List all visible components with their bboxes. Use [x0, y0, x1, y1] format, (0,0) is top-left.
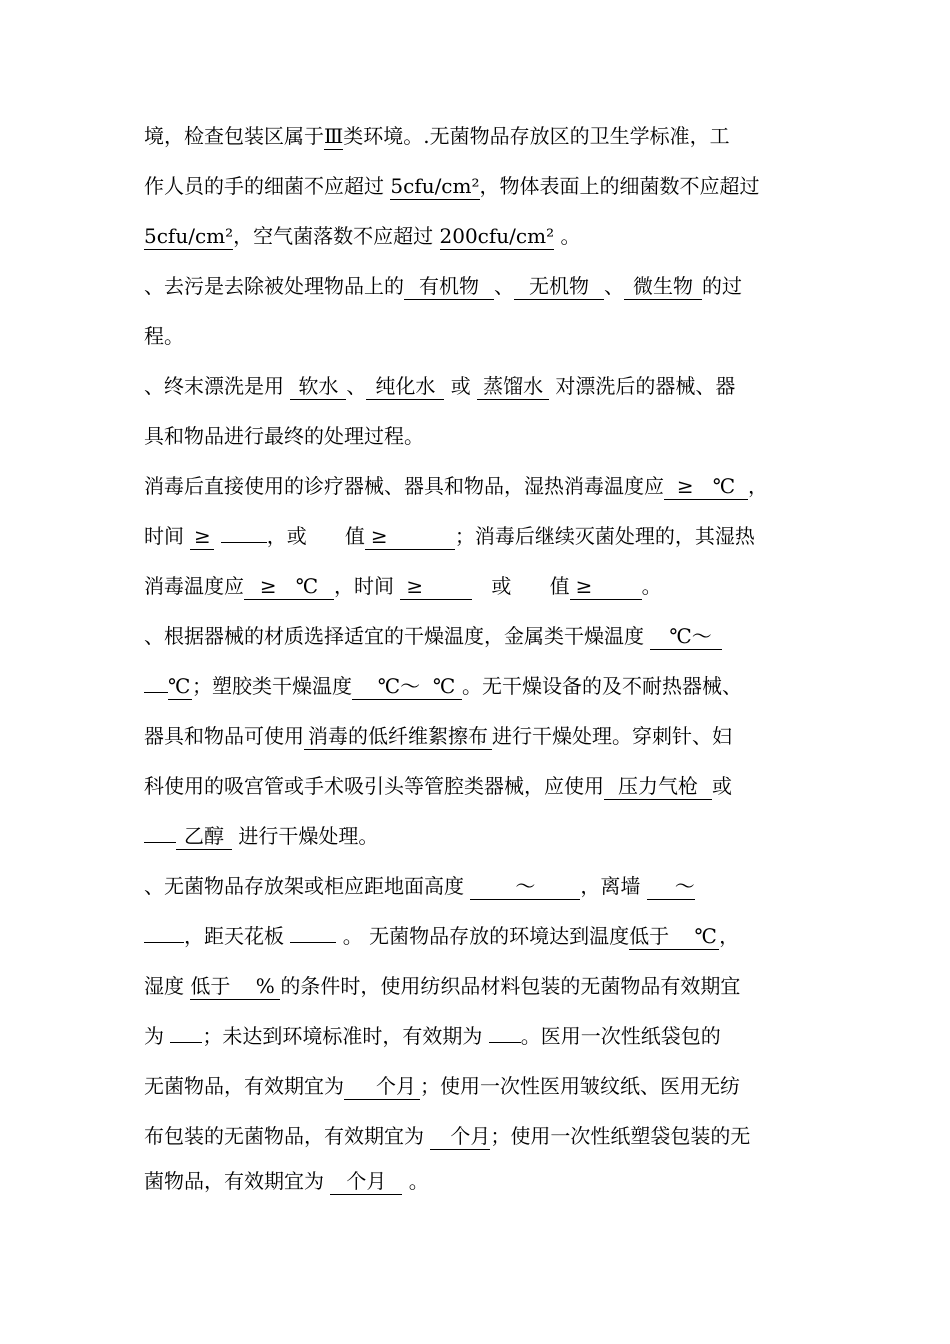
fill-blank: ≥ [365, 523, 455, 550]
fill-blank: 软水 [290, 373, 346, 400]
text-run: 或 [712, 774, 732, 798]
text-run: 作人员的手的细菌不应超过 [144, 174, 391, 198]
text-line [144, 122, 808, 150]
fill-blank: 压力气枪 [604, 773, 712, 800]
fill-blank [221, 542, 267, 543]
text-run: ，空气菌落数不应超过 [233, 224, 440, 248]
text-line [144, 672, 808, 700]
text-line [144, 372, 808, 400]
text-run: 、根据器械的材质选择适宜的干燥温度，金属类干燥温度 [144, 624, 651, 648]
text-run: 、无菌物品存放架或柜应距地面高度 [144, 874, 471, 898]
text-line [144, 222, 808, 250]
text-line [144, 722, 808, 750]
text-run: ；消毒后继续灭菌处理的，其湿热 [454, 524, 755, 548]
text-run: ，时间 [334, 574, 401, 598]
text-line [144, 1167, 808, 1195]
text-run: 对漂洗后的器械、器 [549, 374, 736, 398]
text-run: 。 无菌物品存放的环境达到温度 [336, 924, 630, 948]
text-run: 的条件时，使用纺织品材料包装的无菌物品有效期宜 [280, 974, 741, 998]
text-run [214, 524, 220, 548]
text-run: ，离墙 [580, 874, 647, 898]
fill-blank [144, 942, 184, 943]
fill-blank: ～ [647, 873, 695, 900]
fill-blank [144, 692, 168, 693]
text-run: 为 [144, 1024, 171, 1048]
text-run: 具和物品进行最终的处理过程。 [144, 424, 424, 448]
fill-blank: 5cfu/cm² [144, 224, 234, 248]
text-run: 器具和物品可使用 [144, 724, 304, 748]
fill-blank: ≥ ℃ [244, 573, 334, 600]
text-line [144, 522, 808, 550]
text-run: 或 [444, 374, 478, 398]
text-line [144, 972, 808, 1000]
fill-blank: Ⅲ [324, 124, 344, 148]
fill-blank: ℃～ ℃ [352, 673, 462, 700]
fill-blank: ≥ ℃ [664, 473, 748, 500]
text-run: ， [748, 474, 768, 498]
fill-blank: 消毒的低纤维絮擦布 [304, 723, 492, 750]
fill-blank: ≥ [400, 573, 472, 600]
text-line [144, 472, 808, 500]
text-run: 科使用的吸宫管或手术吸引头等管腔类器械，应使用 [144, 774, 604, 798]
text-run: 。医用一次性纸袋包的 [520, 1024, 721, 1048]
text-run: 、 [346, 374, 367, 398]
text-run: 、 [604, 274, 624, 298]
text-run: 或 值 [472, 574, 570, 598]
fill-blank: 低于 ℃ [629, 923, 719, 950]
text-line [144, 1072, 808, 1100]
text-run: ；使用一次性医用皱纹纸、医用无纺 [420, 1074, 740, 1098]
text-line [144, 172, 808, 200]
text-run: 无菌物品，有效期宜为 [144, 1074, 344, 1098]
text-run: 、去污是去除被处理物品上的 [144, 274, 404, 298]
text-run: 湿度 [144, 974, 191, 998]
text-run: 类环境。.无菌物品存放区的卫生学标准，工 [343, 124, 730, 148]
text-run: 。无干燥设备的及不耐热器械、 [462, 674, 742, 698]
fill-blank: 无机物 [514, 273, 604, 300]
fill-blank: ≥ [190, 523, 214, 550]
fill-blank: 有机物 [404, 273, 494, 300]
text-run: 时间 [144, 524, 191, 548]
text-run: 消毒温度应 [144, 574, 244, 598]
fill-blank: 纯化水 [366, 373, 444, 400]
fill-blank [489, 1042, 521, 1043]
text-run: 。 [402, 1169, 429, 1193]
text-run: 的过 [702, 274, 742, 298]
text-line [144, 272, 808, 300]
fill-blank: 微生物 [624, 273, 702, 300]
fill-blank: 蒸馏水 [477, 373, 549, 400]
fill-blank [170, 1042, 202, 1043]
text-line [144, 872, 808, 900]
fill-blank: 个月 [330, 1168, 402, 1195]
fill-blank: 低于 % [190, 973, 280, 1000]
fill-blank: ℃ [168, 674, 191, 698]
text-line [144, 622, 808, 650]
text-run: 布包装的无菌物品，有效期宜为 [144, 1124, 431, 1148]
text-run: 、终末漂洗是用 [144, 374, 291, 398]
text-run: ，或 值 [266, 524, 365, 548]
text-line [144, 422, 808, 450]
text-run: ，物体表面上的细菌数不应超过 [479, 174, 760, 198]
fill-blank: 乙醇 [176, 823, 232, 850]
fill-blank: 个月 [430, 1123, 490, 1150]
fill-blank: 5cfu/cm² [390, 174, 480, 198]
text-run: 菌物品，有效期宜为 [144, 1169, 331, 1193]
fill-blank: ～ [470, 873, 580, 900]
text-run: ， [719, 924, 740, 948]
text-run: 。 [554, 224, 581, 248]
text-run: 。 [641, 574, 662, 598]
text-line [144, 772, 808, 800]
fill-blank [144, 842, 176, 843]
text-run: 境，检查包装区属于 [144, 124, 324, 148]
text-run: ，距天花板 [184, 924, 291, 948]
fill-blank: 个月 [344, 1073, 420, 1100]
text-line [144, 822, 808, 850]
text-run: ；塑胶类干燥温度 [192, 674, 352, 698]
text-run: 程。 [144, 324, 184, 348]
text-line [144, 322, 808, 350]
text-run: 进行干燥处理。 [232, 824, 379, 848]
fill-blank: ℃～ [650, 623, 722, 650]
text-run: ；使用一次性纸塑袋包装的无 [490, 1124, 751, 1148]
text-line [144, 1022, 808, 1050]
fill-blank [290, 942, 336, 943]
text-run: ；未达到环境标准时，有效期为 [202, 1024, 489, 1048]
text-run: 、 [494, 274, 514, 298]
fill-blank: ≥ [570, 573, 642, 600]
text-run: 进行干燥处理。穿刺针、妇 [492, 724, 732, 748]
text-run: 消毒后直接使用的诊疗器械、器具和物品，湿热消毒温度应 [144, 474, 664, 498]
fill-blank: 200cfu/cm² [439, 224, 555, 248]
text-line [144, 922, 808, 950]
text-line [144, 1122, 808, 1150]
text-line [144, 572, 808, 600]
